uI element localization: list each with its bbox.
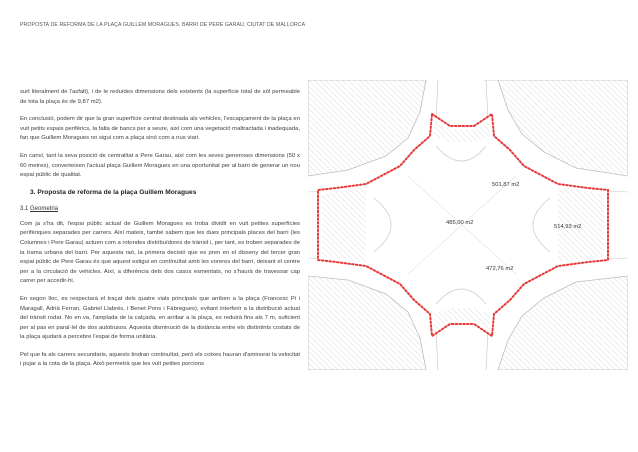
area-label-bottom: 472,76 m2 — [486, 266, 514, 272]
paragraph-4: Com ja s'ha dit, l'espai públic actual de Guillem Moragues es troba dividit en vuit petites superfícies perifèriques separades per carrers. Així mateix, també sabem que les dues principals places del barri (les Columnes i Pere Garau) actuen com a rotondes distribuïdores de trànsit i, per tant, es troben separades de la trama urbana del barri. Per aquesta raó, la primera decisió que es pren en el disseny del tercer gran espai públic de Pere Garau és que aquest estigui en contínuïtat amb les voreres del barri, deixant el centre per a la circulació de vehicles. Així, a diferència dels dos casos esmentats, no s'haurà de travessar cap carrer per accedir-hi. — [20, 220, 300, 285]
paragraph-3: En canvi, tant la seva posició de centralitat a Pere Garau, així com les seves generoses dimensions (50 x 60 metres), converteixen l'actual plaça Guillem Moragues en una oportunitat per al barri de generar un nou espai públic de qualitat. — [20, 152, 300, 179]
text-column — [20, 88, 300, 378]
square-plan-drawing — [308, 80, 628, 370]
area-label-top: 501,87 m2 — [492, 182, 520, 188]
paragraph-5: En segon lloc, es respectarà el traçat dels quatre vials principals que arriben a la plaça (Francesc Pi i Maragall, Adrià Ferran, Gabriel Llabrés, i Benet Pons i Fàbregues), evitant interferir a la distribució actual del trànsit rodat. No en va, l'amplada de la calçada, en arribar a la plaça, es reduirà fins als 7 m, suficient per al pas en paral·lel de dos autobusos. Aquesta disminució de la distància entre els distintints costats de la plaça ajudarà a percebre l'espai de forma unitària. — [20, 295, 300, 341]
paragraph-1: surt literalment de l'asfalt), i de le reduïdes dimensions dels existents (la superfície total de sòl permeable de tota la plaça és de 9,87 m2). — [20, 89, 300, 105]
subsection-number: 3.1 — [20, 205, 31, 212]
area-label-left: 485,00 m2 — [446, 220, 474, 226]
paragraph-6: Pel que fa als carrers secundaris, aquests tindran continuïtat, però els cotxes hauran d'aminorar la velocitat i pujar a la cota de la plaça. Això permetrà que les vuit petites porcions — [20, 351, 300, 368]
plan-svg — [308, 80, 628, 370]
subsection-title: Geometria — [30, 205, 59, 212]
running-header: PROPOSTA DE REFORMA DE LA PLAÇA GUILLEM MORAGUES. BARRI DE PERE GARAU, CIUTAT DE MALLORCA — [20, 22, 306, 28]
section-heading: 3. Proposta de reforma de la plaça Guillem Moragues — [30, 188, 197, 196]
area-label-right: 514,93 m2 — [554, 224, 582, 230]
paragraph-2: En conclusió, podem dir que la gran superfície central destinada als vehicles, l'escapçament de la plaça en vuit petits espais perifèrics, la falta de bancs per a seure, així com una vegetació maltractada i inadequada, fan que Guillem Moragues no sigui com a plaça sinó com a nus viari. — [20, 116, 300, 142]
subsection-heading — [20, 206, 300, 212]
